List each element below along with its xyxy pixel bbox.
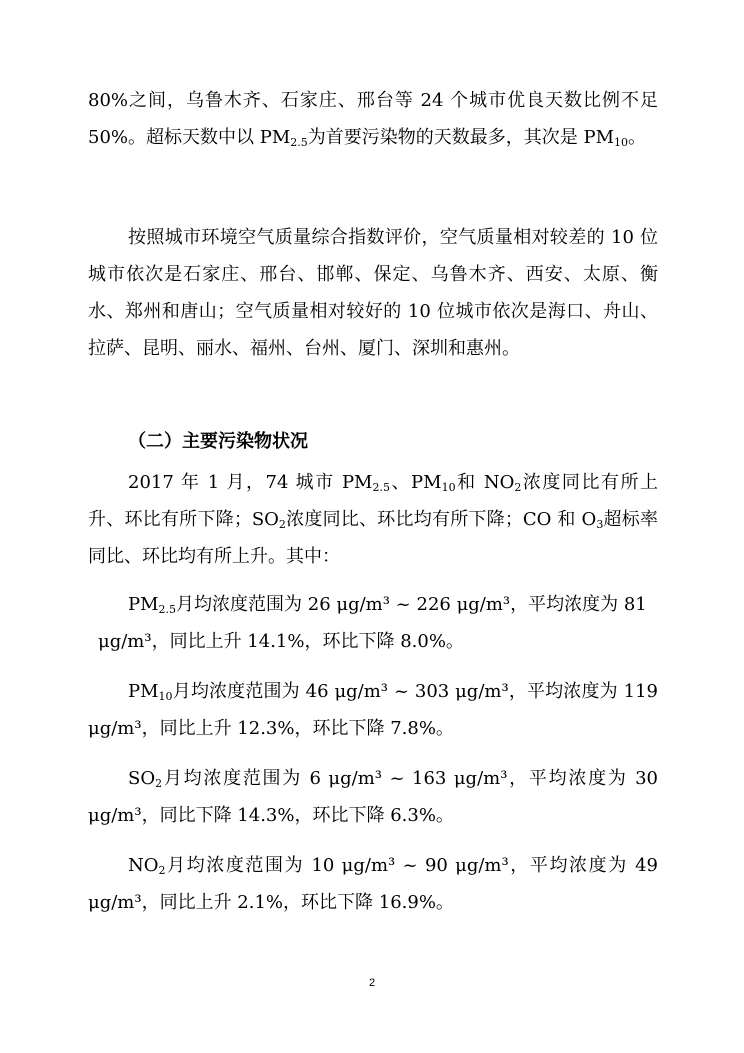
paragraph-pm10: $PM_{10}$月均浓度范围为 46 μg/m³ ~ 303 μg/m³，平均浓度为 119 μg/m³，同比上升 12.3%，环比下降 7.8%。 bbox=[88, 681, 658, 739]
paragraph-air-quality-ratio: 80%之间，乌鲁木齐、石家庄、邢台等 24 个城市优良天数比例不足 50%。超标天数中以 $PM_{2.5}$为首要污染物的天数最多，其次是 $PM_{10}$。 bbox=[88, 90, 658, 149]
pm25-line2: μg/m³，同比上升 14.1%，环比下降 8.0%。 bbox=[98, 631, 464, 652]
section-heading: （二）主要污染物状况 bbox=[128, 431, 308, 452]
page-number: 2 bbox=[368, 977, 376, 989]
pm25-line1: $PM_{2.5}$月均浓度范围为 26 μg/m³ ~ 226 μg/m³，平均浓度为 81 bbox=[128, 594, 647, 616]
paragraph-so2: $SO_2$月均浓度范围为 6 μg/m³ ~ 163 μg/m³，平均浓度为 30 μg/m³，同比下降 14.3%，环比下降 6.3%。 bbox=[88, 768, 658, 826]
paragraph-city-ranking: 按照城市环境空气质量综合指数评价，空气质量相对较差的 10 位城市依次是石家庄、邢台、邯郸、保定、乌鲁木齐、西安、太原、衡水、郑州和唐山；空气质量相对较好的 10 位城市依次是海口、舟山、拉萨、昆明、丽水、福州、台州、厦门、深圳和惠州。 bbox=[88, 227, 658, 359]
paragraph-pollutant-overview: 2017 年 1 月，74 城市 $PM_{2.5}$、$PM_{10}$和 $NO_2$浓度同比有所上升、环比有所下降；$SO_2$浓度同比、环比均有所下降；CO 和 $O_3$超标率同比、环比均有所上升。其中： bbox=[88, 472, 658, 567]
paragraph-pm25 bbox=[88, 586, 658, 660]
paragraph-no2: $NO_2$月均浓度范围为 10 μg/m³ ~ 90 μg/m³，平均浓度为 49 μg/m³，同比上升 2.1%，环比下降 16.9%。 bbox=[88, 855, 658, 913]
